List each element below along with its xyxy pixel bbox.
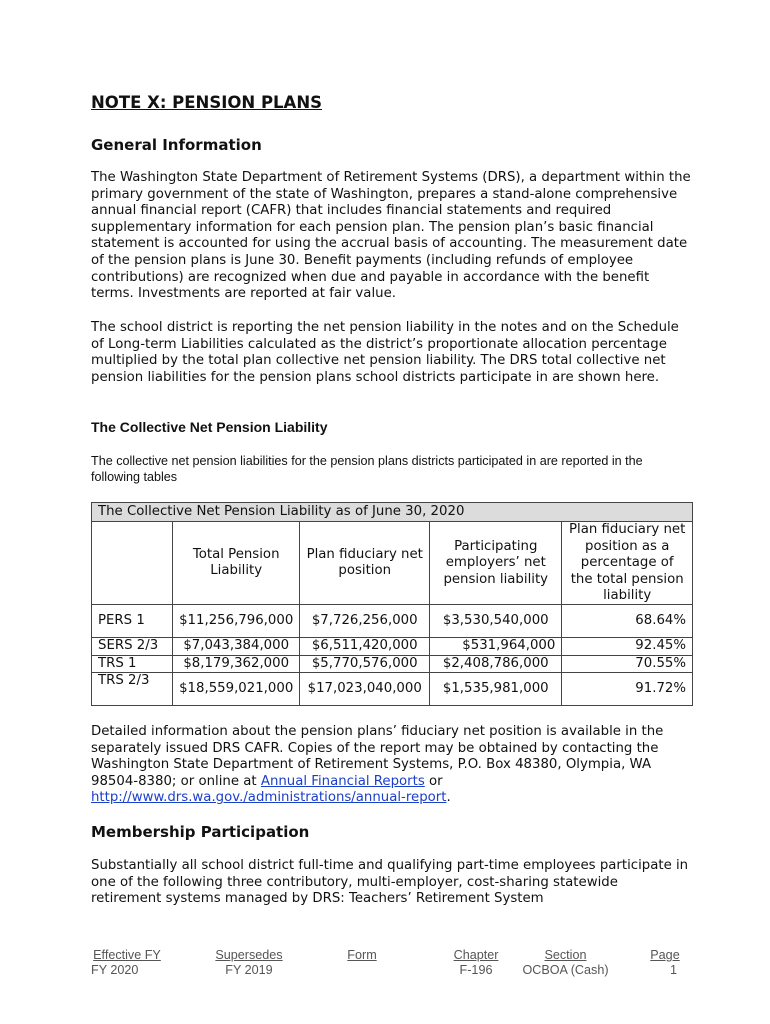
footer-chapter [450, 948, 502, 978]
employers-net-pension-liability: $1,535,981,000 [430, 673, 562, 706]
footer-form [341, 948, 383, 963]
footer-page [647, 948, 683, 978]
plan-name: PERS 1 [92, 605, 173, 638]
detail-text-or: or [424, 773, 443, 789]
plan-fiduciary-net-position: $7,726,256,000 [300, 605, 430, 638]
header-plan-fiduciary-net-position: Plan fiduciary net position [300, 522, 430, 605]
footer-supersedes-value: FY 2019 [225, 963, 273, 977]
footer-section-value: OCBOA (Cash) [522, 963, 609, 977]
membership-heading: Membership Participation [91, 823, 310, 841]
header-employers-net-pension-liability: Participating employers’ net pension liability [430, 522, 562, 605]
fiduciary-percentage: 92.45% [562, 638, 693, 655]
plan-fiduciary-net-position: $6,511,420,000 [300, 638, 430, 655]
plan-fiduciary-net-position: $5,770,576,000 [300, 655, 430, 672]
footer-page-value: 1 [669, 963, 677, 977]
footer-effective [91, 948, 163, 978]
general-information-heading: General Information [91, 136, 262, 154]
collective-intro: The collective net pension liabilities for the pension plans districts participated in are reported in the following tables [91, 454, 643, 484]
detail-text: Detailed information about the pension plans’ fiduciary net position is available in the separately issued DRS CAFR. Copies of the report may be obtained by contacting the Washington State Department of Retirement Systems, P.O. Box 48380, Olympia, WA 98504-8380; or online at [91, 724, 664, 789]
fiduciary-percentage: 68.64% [562, 605, 693, 638]
footer-chapter-value: F-196 [459, 963, 493, 977]
table-row [92, 655, 693, 672]
total-pension-liability: $18,559,021,000 [173, 673, 300, 706]
table-row [92, 605, 693, 638]
employers-net-pension-liability: $2,408,786,000 [430, 655, 562, 672]
employers-net-pension-liability: $531,964,000 [430, 638, 562, 655]
footer-form-label: Form [347, 948, 377, 962]
footer-section-label: Section [544, 948, 587, 962]
detail-paragraph [91, 724, 691, 807]
footer-supersedes [211, 948, 287, 978]
page-title: NOTE X: PENSION PLANS [91, 93, 323, 112]
total-pension-liability: $11,256,796,000 [173, 605, 300, 638]
membership-paragraph: Substantially all school district full-time and qualifying part-time employees participate in one of the following three contributory, multi-employer, cost-sharing statewide retirement systems managed by DRS: Teachers’ Retirement System [91, 858, 689, 907]
fiduciary-percentage: 70.55% [562, 655, 693, 672]
total-pension-liability: $7,043,384,000 [173, 638, 300, 655]
plan-name: TRS 2/3 [92, 673, 173, 706]
plan-name: SERS 2/3 [92, 638, 173, 655]
table-row [92, 638, 693, 655]
employers-net-pension-liability: $3,530,540,000 [430, 605, 562, 638]
drs-annual-report-link[interactable]: http://www.drs.wa.gov./administrations/annual-report [91, 790, 447, 806]
collective-heading: The Collective Net Pension Liability [91, 419, 328, 435]
general-paragraph-1: The Washington State Department of Retirement Systems (DRS), a department within the primary government of the state of Washington, prepares a stand-alone comprehensive annual financial report (CAFR) that includes financial statements and required supplementary information for each pension plan. The pension plan’s basic financial statement is accounted for using the accrual basis of accounting. The measurement date of the pension plans is June 30. Benefit payments (including refunds of employee contributions) are recognized when due and payable in accordance with the benefit terms. Investments are reported at fair value. [91, 170, 691, 302]
general-paragraph-2: The school district is reporting the net pension liability in the notes and on the Schedule of Long-term Liabilities calculated as the district’s proportionate allocation percentage multiplied by the total plan collective net pension liability. The DRS total collective net pension liabilities for the pension plans school districts participate in are shown here. [91, 320, 679, 385]
total-pension-liability: $8,179,362,000 [173, 655, 300, 672]
footer-chapter-label: Chapter [453, 948, 499, 962]
header-blank [92, 522, 173, 605]
header-fiduciary-percentage: Plan fiduciary net position as a percentage of the total pension liability [562, 522, 693, 605]
plan-fiduciary-net-position: $17,023,040,000 [300, 673, 430, 706]
footer-effective-label: Effective FY [93, 948, 161, 962]
footer-section [519, 948, 612, 978]
table-row [92, 673, 693, 706]
footer-effective-value: FY 2020 [91, 963, 139, 977]
page-footer [91, 948, 691, 982]
header-total-pension-liability: Total Pension Liability [173, 522, 300, 605]
annual-financial-reports-link[interactable]: Annual Financial Reports [260, 773, 425, 789]
fiduciary-percentage: 91.72% [562, 673, 693, 706]
footer-page-label: Page [650, 948, 680, 962]
plan-name: TRS 1 [92, 655, 173, 672]
table-caption: The Collective Net Pension Liability as of June 30, 2020 [92, 503, 693, 522]
footer-supersedes-label: Supersedes [215, 948, 283, 962]
detail-text-end: . [446, 790, 451, 806]
pension-liability-table [91, 502, 693, 706]
